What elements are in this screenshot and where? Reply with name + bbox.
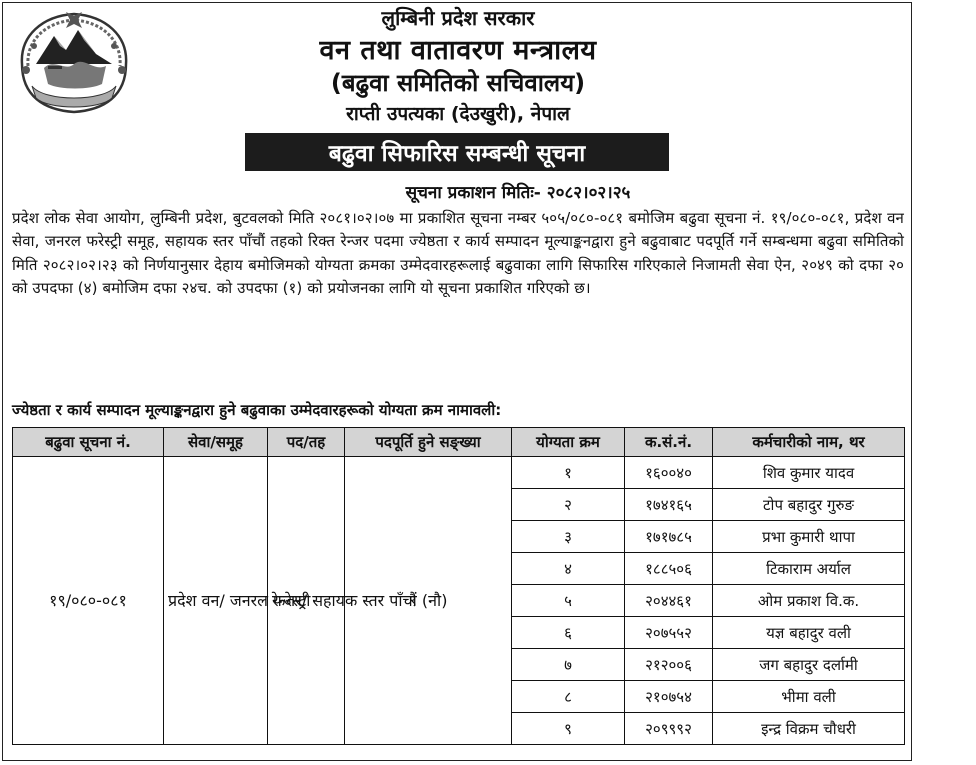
name-cell: प्रभा कुमारी थापा xyxy=(713,521,905,553)
code-cell: २१०७५४ xyxy=(625,681,713,713)
header-post-level: पद/तह xyxy=(268,428,345,457)
candidate-table xyxy=(12,427,905,745)
header-merit-rank: योग्यता क्रम xyxy=(512,428,625,457)
list-title: ज्येष्ठता र कार्य सम्पादन मूल्याङ्कनद्वारा हुने बढुवाका उम्मेदवारहरूको योग्यता क्रम नामावली: xyxy=(12,401,502,419)
rank-cell: २ xyxy=(512,489,625,521)
rank-cell: ७ xyxy=(512,649,625,681)
office-location: राप्ती उपत्यका (देउखुरी), नेपाल xyxy=(346,103,570,125)
header-employee-name: कर्मचारीको नाम, थर xyxy=(713,428,905,457)
secretariat-name: (बढुवा समितिको सचिवालय) xyxy=(330,69,586,97)
government-name: लुम्बिनी प्रदेश सरकार xyxy=(381,6,535,30)
name-cell: जग बहादुर दर्लामी xyxy=(713,649,905,681)
rank-cell: ९ xyxy=(512,713,625,745)
rank-cell: ४ xyxy=(512,553,625,585)
name-cell: इन्द्र विक्रम चौधरी xyxy=(713,713,905,745)
rank-cell: ६ xyxy=(512,617,625,649)
notice-body: प्रदेश लोक सेवा आयोग, लुम्बिनी प्रदेश, बुटवलको मिति २०८१।०२।०७ मा प्रकाशित सूचना नम्बर ५०५/०८०-०८१ बमोजिम बढुवा सूचना नं. १९/०८०-०८१, प्रदेश वन सेवा, जनरल फरेस्ट्री समूह, सहायक स्तर पाँचौं तहको रिक्त रेन्जर पदमा ज्येष्ठता र कार्य सम्पादन मूल्याङ्कनद्वारा हुने बढुवाबाट पदपूर्ति गर्ने सम्बन्धमा बढुवा समितिको मिति २०८२।०२।२३ को निर्णयानुसार देहाय बमोजिमको योग्यता क्रमका उम्मेदवारहरूलाई बढुवाका लागि सिफारिस गरिएकाले निजामती सेवा ऐन, २०४९ को दफा २० को उपदफा (४) बमोजिम दफा २४च. को उपदफा (१) को प्रयोजनका लागि यो सूचना प्रकाशित गरिएको छ। xyxy=(12,209,904,298)
code-cell: १७१७८५ xyxy=(625,521,713,553)
notice-title: बढुवा सिफारिस सम्बन्धी सूचना xyxy=(245,133,669,171)
header-notice-no: बढुवा सूचना नं. xyxy=(13,428,164,457)
header-service-group: सेवा/समूह xyxy=(164,428,268,457)
header-vacancies: पदपूर्ति हुने सङ्ख्या xyxy=(345,428,512,457)
code-cell: २१२००६ xyxy=(625,649,713,681)
code-cell: २०४४६१ xyxy=(625,585,713,617)
notice-number-cell: १९/०८०-०८१ xyxy=(13,457,164,745)
name-cell: भीमा वली xyxy=(713,681,905,713)
name-cell: यज्ञ बहादुर वली xyxy=(713,617,905,649)
name-cell: टोप बहादुर गुरुङ xyxy=(713,489,905,521)
rank-cell: ८ xyxy=(512,681,625,713)
table-header-row xyxy=(13,428,905,457)
table-row xyxy=(13,457,905,489)
ministry-name: वन तथा वातावरण मन्त्रालय xyxy=(319,35,597,66)
rank-cell: ५ xyxy=(512,585,625,617)
code-cell: १८८५०६ xyxy=(625,553,713,585)
code-cell: २०९९९२ xyxy=(625,713,713,745)
name-cell: शिव कुमार यादव xyxy=(713,457,905,489)
published-date: सूचना प्रकाशन मितिः- २०८२।०२।२५ xyxy=(405,183,631,203)
name-cell: टिकाराम अर्याल xyxy=(713,553,905,585)
code-cell: २०७५५२ xyxy=(625,617,713,649)
code-cell: १७४१६५ xyxy=(625,489,713,521)
vacancies-cell: ९ (नौ) xyxy=(345,457,512,745)
code-cell: १६००४० xyxy=(625,457,713,489)
post-level-cell: रेन्जर/ सहायक स्तर पाँचौं xyxy=(268,457,345,745)
service-group-cell: प्रदेश वन/ जनरल फरेस्ट्री xyxy=(164,457,268,745)
header-staff-code: क.सं.नं. xyxy=(625,428,713,457)
rank-cell: ३ xyxy=(512,521,625,553)
rank-cell: १ xyxy=(512,457,625,489)
name-cell: ओम प्रकाश वि.क. xyxy=(713,585,905,617)
